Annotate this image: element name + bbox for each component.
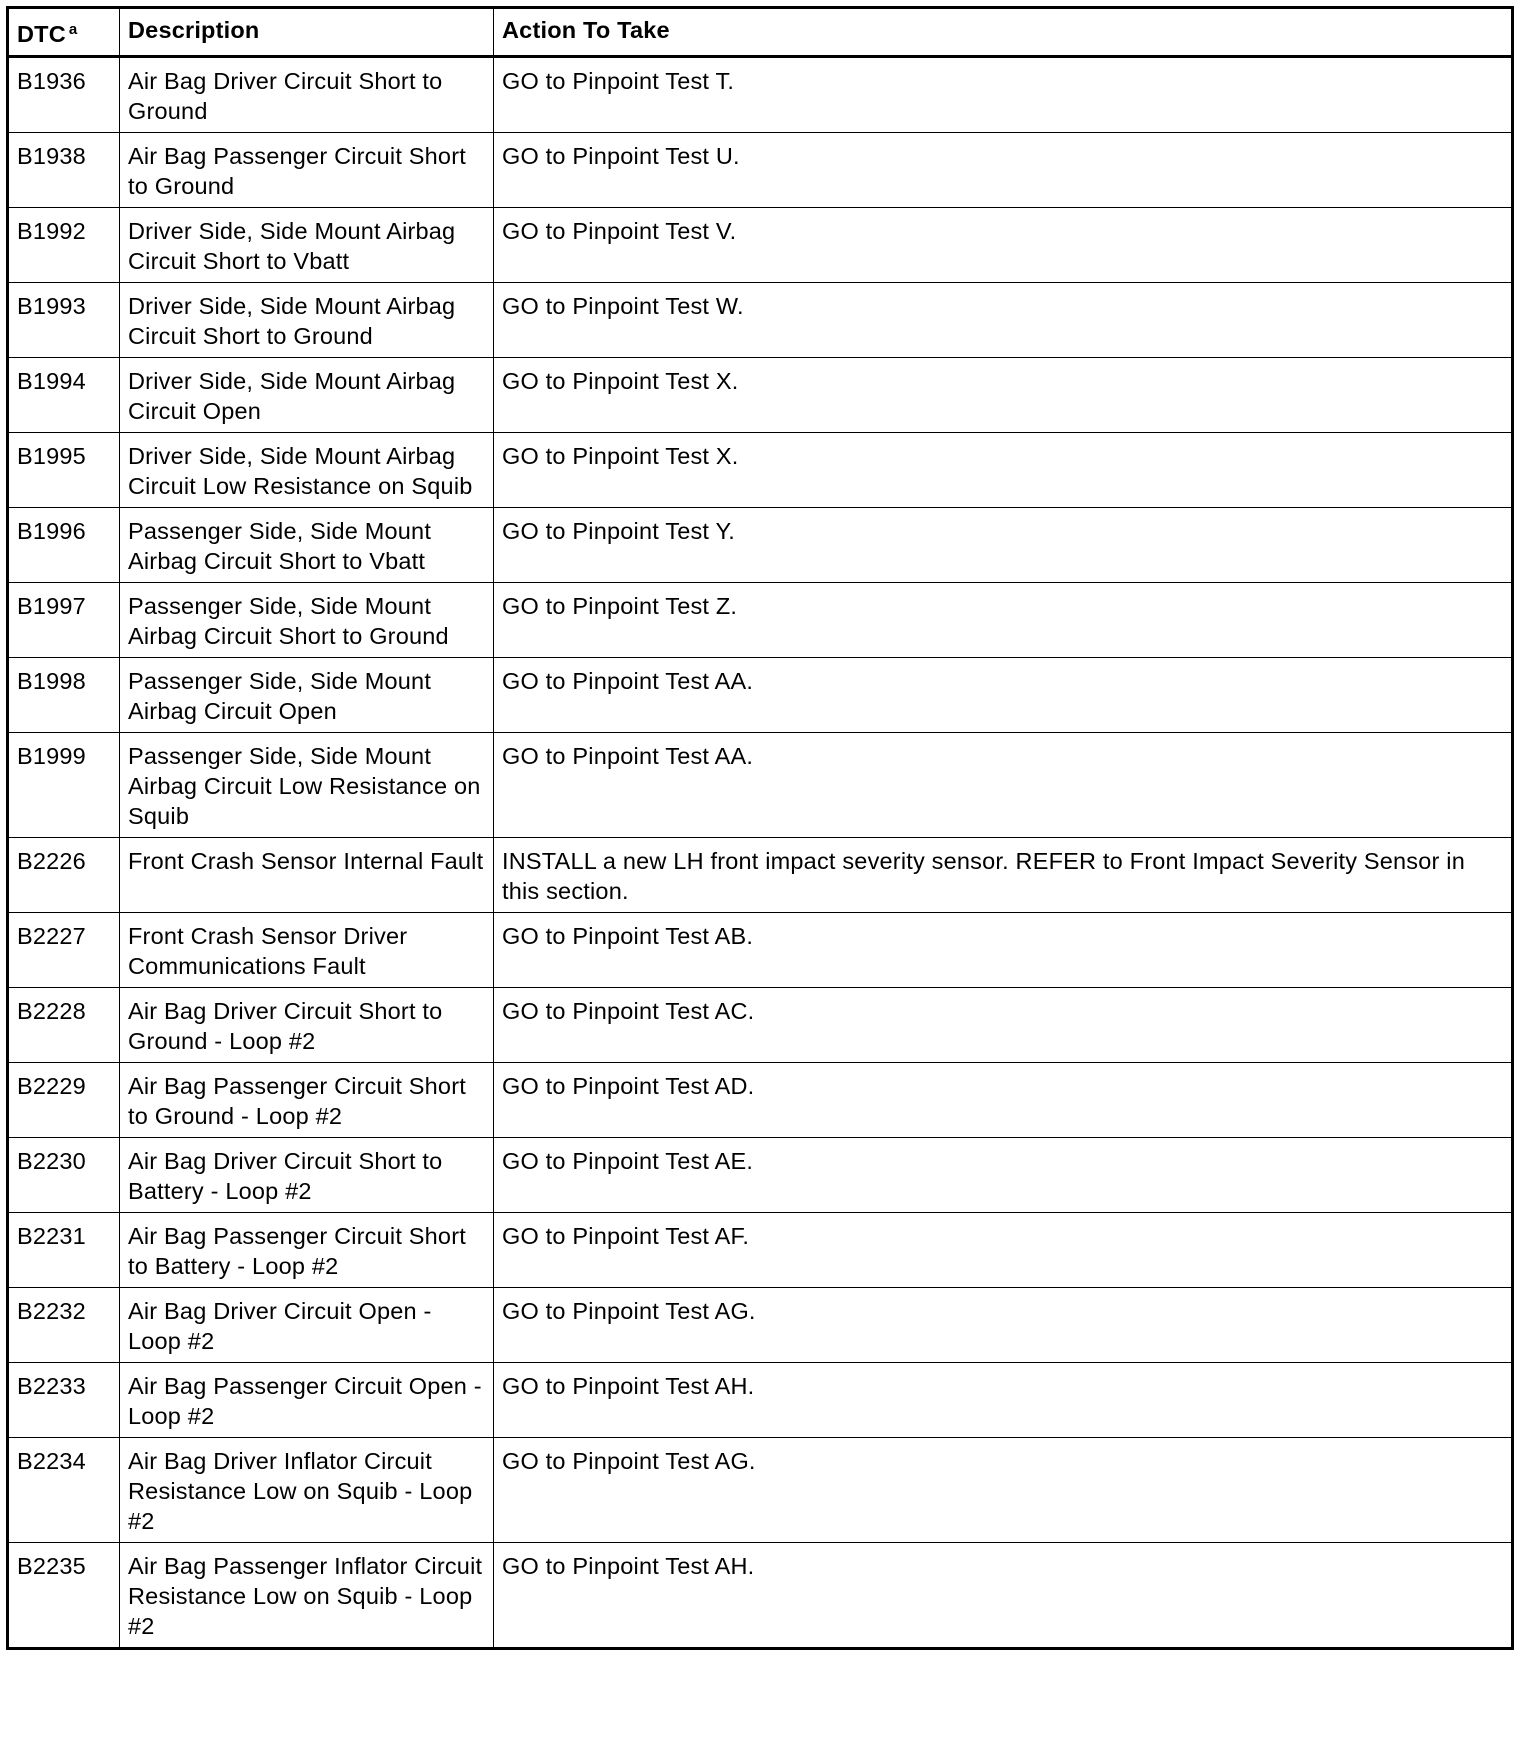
description-cell: Passenger Side, Side Mount Airbag Circuit Open	[120, 658, 494, 733]
description-cell: Front Crash Sensor Internal Fault	[120, 838, 494, 913]
action-cell: GO to Pinpoint Test X.	[494, 433, 1513, 508]
table-row	[8, 913, 1513, 988]
action-cell: GO to Pinpoint Test V.	[494, 208, 1513, 283]
dtc-code-cell: B1999	[8, 733, 120, 838]
dtc-code-cell: B2230	[8, 1138, 120, 1213]
table-row	[8, 1543, 1513, 1649]
action-cell: GO to Pinpoint Test T.	[494, 57, 1513, 133]
table-row	[8, 658, 1513, 733]
action-cell: GO to Pinpoint Test U.	[494, 133, 1513, 208]
table-row	[8, 733, 1513, 838]
header-description: Description	[120, 8, 494, 57]
dtc-code-cell: B2229	[8, 1063, 120, 1138]
action-cell: GO to Pinpoint Test AC.	[494, 988, 1513, 1063]
dtc-code-cell: B2231	[8, 1213, 120, 1288]
table-row	[8, 1063, 1513, 1138]
description-cell: Driver Side, Side Mount Airbag Circuit Short to Vbatt	[120, 208, 494, 283]
action-cell: GO to Pinpoint Test AA.	[494, 733, 1513, 838]
action-cell: GO to Pinpoint Test AE.	[494, 1138, 1513, 1213]
action-cell: GO to Pinpoint Test Z.	[494, 583, 1513, 658]
action-cell: GO to Pinpoint Test W.	[494, 283, 1513, 358]
dtc-code-cell: B1997	[8, 583, 120, 658]
action-cell: GO to Pinpoint Test AF.	[494, 1213, 1513, 1288]
dtc-code-cell: B1936	[8, 57, 120, 133]
table-row	[8, 358, 1513, 433]
table-row	[8, 1213, 1513, 1288]
description-cell: Passenger Side, Side Mount Airbag Circuit Short to Vbatt	[120, 508, 494, 583]
dtc-code-cell: B1995	[8, 433, 120, 508]
header-dtc	[8, 8, 120, 57]
description-cell: Air Bag Passenger Inflator Circuit Resistance Low on Squib - Loop #2	[120, 1543, 494, 1649]
action-cell: GO to Pinpoint Test AA.	[494, 658, 1513, 733]
dtc-code-cell: B2232	[8, 1288, 120, 1363]
action-cell: GO to Pinpoint Test AB.	[494, 913, 1513, 988]
action-cell: GO to Pinpoint Test AG.	[494, 1438, 1513, 1543]
dtc-code-cell: B1993	[8, 283, 120, 358]
dtc-table	[6, 6, 1514, 1650]
description-cell: Air Bag Driver Circuit Short to Ground - Loop #2	[120, 988, 494, 1063]
dtc-code-cell: B2228	[8, 988, 120, 1063]
action-cell: INSTALL a new LH front impact severity sensor. REFER to Front Impact Severity Sensor in this section.	[494, 838, 1513, 913]
action-cell: GO to Pinpoint Test AD.	[494, 1063, 1513, 1138]
description-cell: Passenger Side, Side Mount Airbag Circuit Short to Ground	[120, 583, 494, 658]
dtc-code-cell: B1994	[8, 358, 120, 433]
dtc-code-cell: B1992	[8, 208, 120, 283]
table-row	[8, 1138, 1513, 1213]
header-row	[8, 8, 1513, 57]
description-cell: Front Crash Sensor Driver Communications Fault	[120, 913, 494, 988]
description-cell: Air Bag Passenger Circuit Open - Loop #2	[120, 1363, 494, 1438]
dtc-footnote-marker: a	[68, 21, 78, 38]
dtc-code-cell: B2226	[8, 838, 120, 913]
table-row	[8, 283, 1513, 358]
action-cell: GO to Pinpoint Test AH.	[494, 1543, 1513, 1649]
description-cell: Driver Side, Side Mount Airbag Circuit Open	[120, 358, 494, 433]
table-row	[8, 838, 1513, 913]
description-cell: Driver Side, Side Mount Airbag Circuit Low Resistance on Squib	[120, 433, 494, 508]
action-cell: GO to Pinpoint Test Y.	[494, 508, 1513, 583]
description-cell: Air Bag Driver Inflator Circuit Resistance Low on Squib - Loop #2	[120, 1438, 494, 1543]
header-action: Action To Take	[494, 8, 1513, 57]
table-row	[8, 57, 1513, 133]
table-row	[8, 583, 1513, 658]
dtc-code-cell: B1938	[8, 133, 120, 208]
table-row	[8, 1288, 1513, 1363]
action-cell: GO to Pinpoint Test AH.	[494, 1363, 1513, 1438]
table-header	[8, 8, 1513, 57]
dtc-code-cell: B2233	[8, 1363, 120, 1438]
table-body	[8, 57, 1513, 1649]
table-row	[8, 508, 1513, 583]
description-cell: Air Bag Driver Circuit Short to Ground	[120, 57, 494, 133]
action-cell: GO to Pinpoint Test X.	[494, 358, 1513, 433]
dtc-code-cell: B1998	[8, 658, 120, 733]
description-cell: Air Bag Passenger Circuit Short to Ground - Loop #2	[120, 1063, 494, 1138]
table-row	[8, 1363, 1513, 1438]
description-cell: Driver Side, Side Mount Airbag Circuit Short to Ground	[120, 283, 494, 358]
description-cell: Air Bag Driver Circuit Open - Loop #2	[120, 1288, 494, 1363]
dtc-code-cell: B2234	[8, 1438, 120, 1543]
description-cell: Passenger Side, Side Mount Airbag Circuit Low Resistance on Squib	[120, 733, 494, 838]
table-row	[8, 208, 1513, 283]
header-dtc-label: DTC	[17, 21, 66, 47]
description-cell: Air Bag Passenger Circuit Short to Ground	[120, 133, 494, 208]
table-row	[8, 133, 1513, 208]
action-cell: GO to Pinpoint Test AG.	[494, 1288, 1513, 1363]
description-cell: Air Bag Driver Circuit Short to Battery - Loop #2	[120, 1138, 494, 1213]
table-row	[8, 433, 1513, 508]
dtc-code-cell: B1996	[8, 508, 120, 583]
description-cell: Air Bag Passenger Circuit Short to Battery - Loop #2	[120, 1213, 494, 1288]
dtc-code-cell: B2235	[8, 1543, 120, 1649]
table-row	[8, 1438, 1513, 1543]
dtc-code-cell: B2227	[8, 913, 120, 988]
table-row	[8, 988, 1513, 1063]
